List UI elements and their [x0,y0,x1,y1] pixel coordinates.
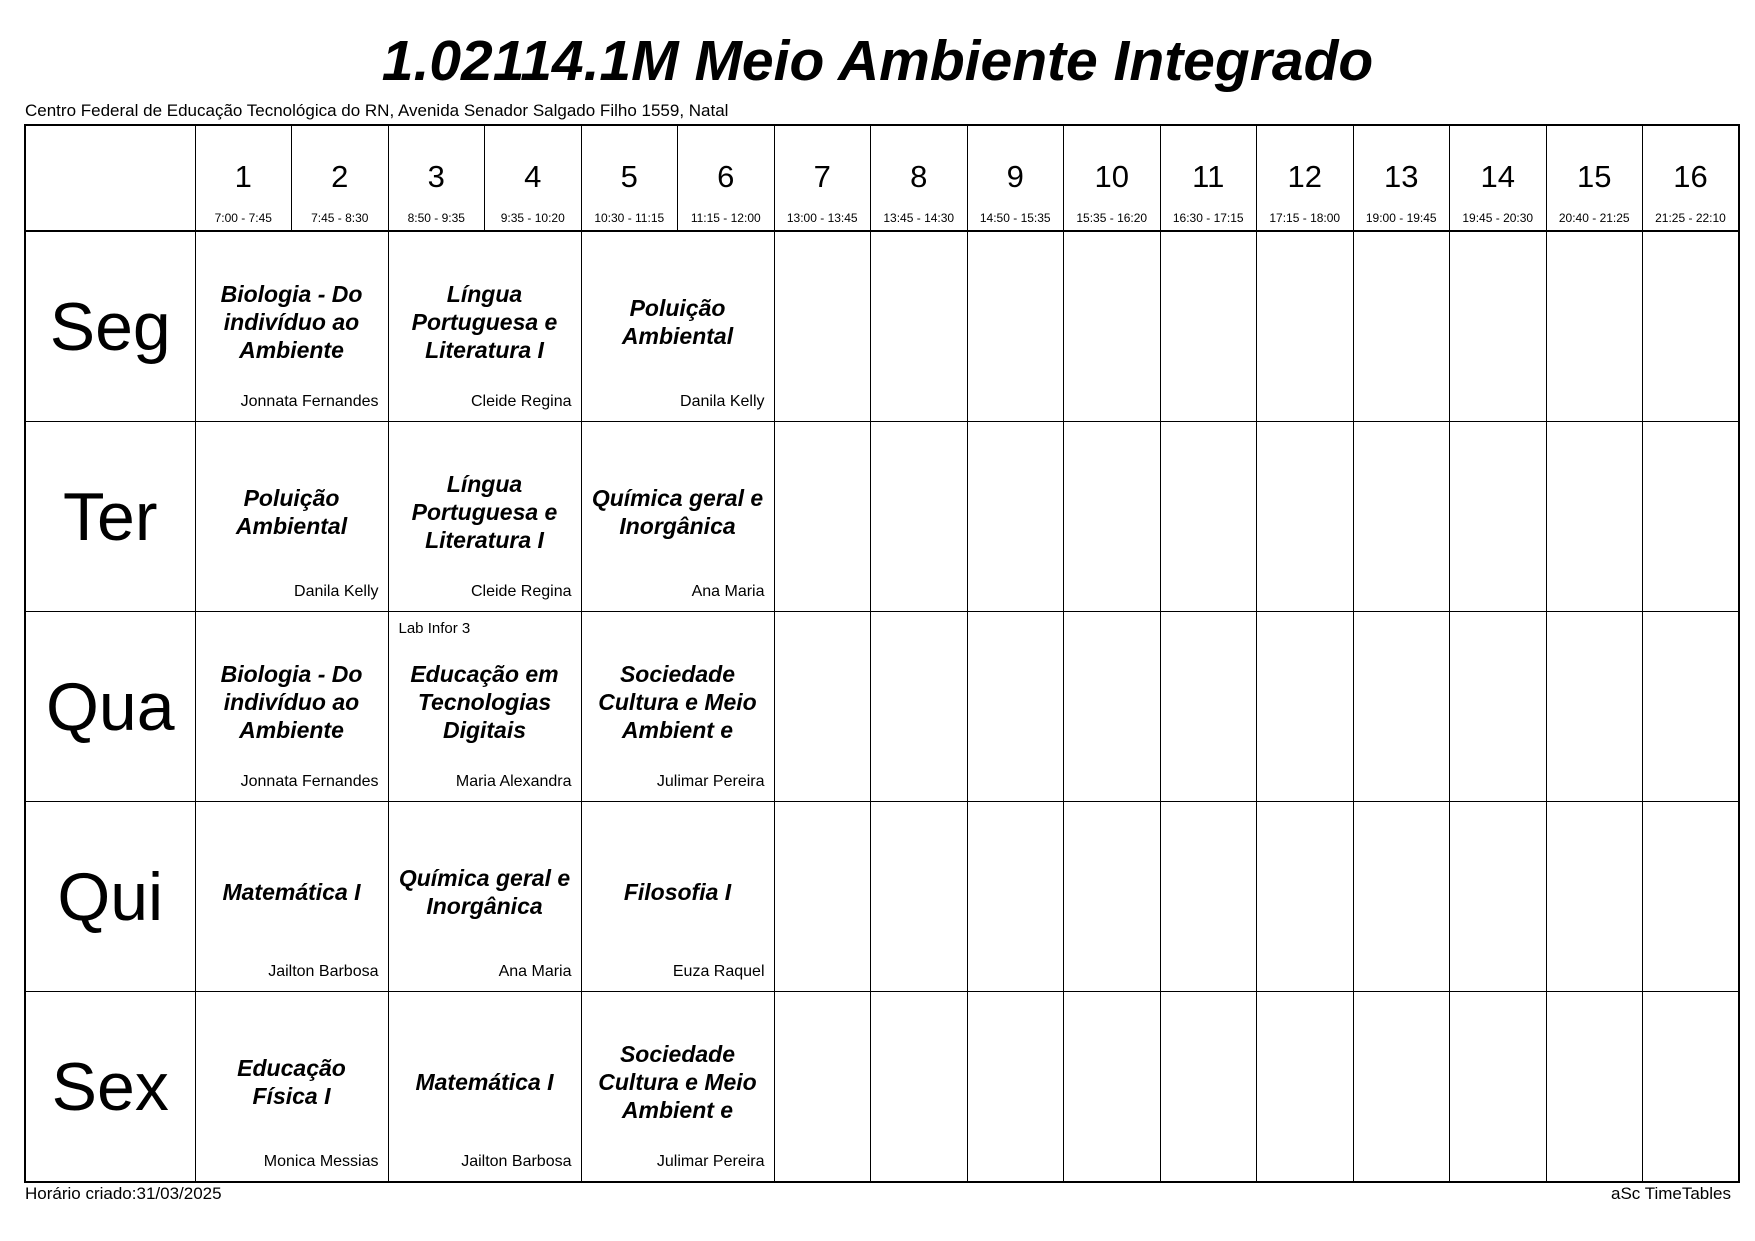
corner-cell [25,125,195,231]
empty-slot [871,422,968,612]
period-time: 8:50 - 9:35 [407,211,465,225]
period-11-header [1160,125,1257,231]
period-number: 12 [1287,159,1322,194]
empty-slot [871,992,968,1183]
period-number: 15 [1577,159,1612,194]
empty-slot [1257,612,1354,802]
period-13-header [1353,125,1450,231]
day-name: Qui [25,802,195,992]
lesson-cell[interactable] [388,612,581,802]
lesson-teacher: Jailton Barbosa [268,963,379,980]
period-time: 21:25 - 22:10 [1655,211,1726,225]
empty-slot [967,612,1064,802]
lesson-subject: Matemática I [222,878,361,905]
day-name: Sex [25,992,195,1183]
day-name: Seg [25,231,195,422]
day-row-qui [25,802,1739,992]
lesson-cell[interactable] [388,231,581,422]
empty-slot [1546,422,1643,612]
period-time: 10:30 - 11:15 [594,211,665,225]
day-name: Qua [25,612,195,802]
lesson-cell[interactable] [581,802,774,992]
period-header-row [25,125,1739,231]
lesson-subject: Educação Física I [237,1054,346,1109]
lesson-subject: Língua Portuguesa e Literatura I [411,470,558,553]
period-5-header [581,125,678,231]
empty-slot [1643,612,1740,802]
day-row-ter [25,422,1739,612]
lesson-cell[interactable] [388,992,581,1183]
empty-slot [1064,422,1161,612]
empty-slot [1546,612,1643,802]
empty-slot [1257,802,1354,992]
period-12-header [1257,125,1354,231]
period-1-header [195,125,292,231]
period-number: 6 [717,159,735,194]
period-number: 4 [524,159,542,194]
period-number: 1 [234,159,252,194]
empty-slot [1064,992,1161,1183]
lesson-teacher: Julimar Pereira [656,773,765,790]
period-10-header [1064,125,1161,231]
empty-slot [774,992,871,1183]
empty-slot [1353,992,1450,1183]
empty-slot [1064,612,1161,802]
school-address: Centro Federal de Educação Tecnológica do RN, Avenida Senador Salgado Filho 1559, Natal [25,101,729,120]
empty-slot [1643,231,1740,422]
lesson-cell[interactable] [195,802,388,992]
day-row-qua [25,612,1739,802]
period-7-header [774,125,871,231]
period-number: 14 [1480,159,1515,194]
empty-slot [1353,802,1450,992]
lesson-subject: Filosofia I [623,878,732,905]
period-number: 8 [910,159,928,194]
lesson-teacher: Cleide Regina [470,393,572,410]
period-time: 20:40 - 21:25 [1558,211,1630,225]
period-6-header [678,125,775,231]
lesson-cell[interactable] [388,422,581,612]
period-number: 2 [331,159,349,194]
lesson-subject: Poluição Ambiental [621,294,734,349]
period-time: 9:35 - 10:20 [500,211,565,225]
day-row-sex [25,992,1739,1183]
empty-slot [774,422,871,612]
empty-slot [1353,612,1450,802]
period-time: 13:00 - 13:45 [786,211,858,225]
lesson-teacher: Jailton Barbosa [461,1153,572,1170]
lesson-teacher: Ana Maria [691,583,765,600]
empty-slot [1450,612,1547,802]
empty-slot [1064,231,1161,422]
period-14-header [1450,125,1547,231]
empty-slot [1160,612,1257,802]
lesson-subject: Sociedade Cultura e Meio Ambient e [598,1040,757,1123]
lesson-teacher: Euza Raquel [672,963,765,980]
lesson-teacher: Jonnata Fernandes [240,393,379,410]
period-15-header [1546,125,1643,231]
empty-slot [1160,422,1257,612]
lesson-teacher: Jonnata Fernandes [240,773,379,790]
created-date: Horário criado:31/03/2025 [25,1184,222,1203]
empty-slot [774,231,871,422]
lesson-cell[interactable] [581,231,774,422]
empty-slot [1353,231,1450,422]
empty-slot [774,802,871,992]
empty-slot [871,802,968,992]
lesson-cell[interactable] [195,422,388,612]
empty-slot [967,231,1064,422]
empty-slot [1257,231,1354,422]
period-4-header [485,125,582,231]
timetable [24,124,1740,1183]
lesson-subject: Química geral e Inorgânica [591,484,764,539]
day-row-seg [25,231,1739,422]
lesson-subject: Poluição Ambiental [235,484,348,539]
lesson-teacher: Cleide Regina [470,583,572,600]
empty-slot [1450,992,1547,1183]
period-number: 13 [1384,159,1419,194]
period-time: 19:45 - 20:30 [1462,211,1534,225]
generator-credit: aSc TimeTables [1611,1184,1731,1203]
lesson-teacher: Monica Messias [263,1153,379,1170]
lesson-cell[interactable] [581,612,774,802]
period-time: 19:00 - 19:45 [1365,211,1437,225]
lesson-cell[interactable] [581,422,774,612]
empty-slot [1546,802,1643,992]
empty-slot [1643,422,1740,612]
lesson-cell[interactable] [581,992,774,1183]
empty-slot [1064,802,1161,992]
period-time: 11:15 - 12:00 [690,211,761,225]
period-time: 7:00 - 7:45 [214,211,272,225]
empty-slot [1257,992,1354,1183]
empty-slot [967,422,1064,612]
empty-slot [967,992,1064,1183]
empty-slot [1160,802,1257,992]
lesson-subject: Biologia - Do indivíduo ao Ambiente [220,280,363,363]
period-time: 13:45 - 14:30 [883,211,955,225]
lesson-cell[interactable] [195,612,388,802]
lesson-subject: Química geral e Inorgânica [398,864,571,919]
empty-slot [1450,422,1547,612]
empty-slot [1450,231,1547,422]
lesson-teacher: Danila Kelly [294,583,379,600]
period-3-header [388,125,485,231]
empty-slot [1450,802,1547,992]
period-2-header [292,125,389,231]
lesson-teacher: Ana Maria [498,963,572,980]
empty-slot [871,612,968,802]
period-number: 16 [1673,159,1708,194]
period-9-header [967,125,1064,231]
period-16-header [1643,125,1740,231]
empty-slot [1257,422,1354,612]
period-time: 14:50 - 15:35 [979,211,1051,225]
empty-slot [1546,231,1643,422]
lesson-subject: Matemática I [415,1068,554,1095]
day-name: Ter [25,422,195,612]
period-number: 5 [620,159,638,194]
empty-slot [967,802,1064,992]
lesson-subject: Educação em Tecnologias Digitais [410,660,559,743]
empty-slot [1353,422,1450,612]
period-8-header [871,125,968,231]
empty-slot [774,612,871,802]
period-number: 10 [1094,159,1129,194]
empty-slot [1160,992,1257,1183]
lesson-teacher: Julimar Pereira [656,1153,765,1170]
lesson-cell[interactable] [195,992,388,1183]
empty-slot [1643,802,1740,992]
period-number: 11 [1192,159,1225,194]
period-time: 16:30 - 17:15 [1172,211,1244,225]
empty-slot [871,231,968,422]
lesson-cell[interactable] [388,802,581,992]
period-time: 7:45 - 8:30 [311,211,369,225]
empty-slot [1160,231,1257,422]
lesson-room: Lab Infor 3 [398,620,471,637]
page-title: 1.02114.1M Meio Ambiente Integrado [381,29,1374,93]
period-number: 7 [813,159,831,194]
period-number: 3 [427,159,445,194]
lesson-subject: Biologia - Do indivíduo ao Ambiente [220,660,363,743]
period-time: 17:15 - 18:00 [1269,211,1341,225]
empty-slot [1643,992,1740,1183]
lesson-subject: Sociedade Cultura e Meio Ambient e [598,660,757,743]
empty-slot [1546,992,1643,1183]
lesson-subject: Língua Portuguesa e Literatura I [411,280,558,363]
period-time: 15:35 - 16:20 [1076,211,1148,225]
lesson-cell[interactable] [195,231,388,422]
period-number: 9 [1006,159,1024,194]
lesson-teacher: Danila Kelly [680,393,765,410]
lesson-teacher: Maria Alexandra [455,773,572,790]
